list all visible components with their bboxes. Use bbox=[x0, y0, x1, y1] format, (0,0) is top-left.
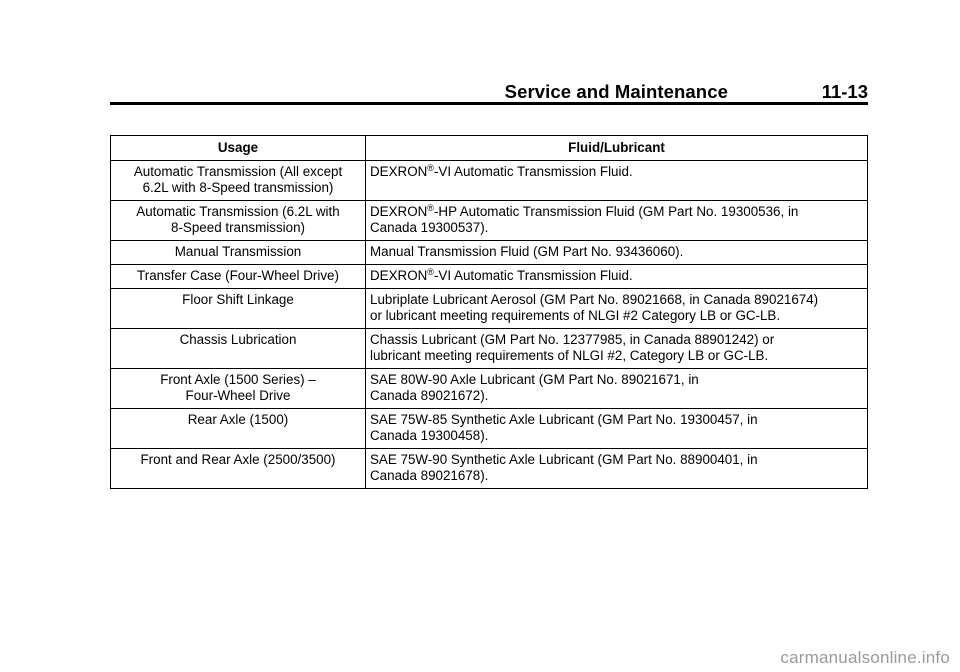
page-header bbox=[110, 78, 868, 102]
usage-text: 6.2L with 8-Speed transmission) bbox=[142, 180, 334, 195]
fluid-text: Manual Transmission Fluid (GM Part No. 93436060). bbox=[370, 244, 684, 259]
usage-cell bbox=[111, 241, 366, 265]
usage-cell bbox=[111, 409, 366, 449]
fluid-text: SAE 75W-85 Synthetic Axle Lubricant (GM Part No. 19300457, in bbox=[370, 412, 758, 427]
table-body bbox=[111, 161, 868, 489]
registered-mark: ® bbox=[427, 203, 434, 213]
fluid-cell bbox=[366, 241, 868, 265]
table-row bbox=[111, 161, 868, 201]
usage-text: Four-Wheel Drive bbox=[185, 388, 291, 403]
fluid-text: Canada 89021678). bbox=[370, 468, 489, 483]
usage-text: Chassis Lubrication bbox=[179, 332, 297, 347]
table-row bbox=[111, 241, 868, 265]
fluid-text: Canada 89021672). bbox=[370, 388, 489, 403]
usage-cell bbox=[111, 449, 366, 489]
usage-cell bbox=[111, 329, 366, 369]
fluid-cell bbox=[366, 369, 868, 409]
fluid-text: Lubriplate Lubricant Aerosol (GM Part No. 89021668, in Canada 89021674) bbox=[370, 292, 819, 307]
section-title: Service and Maintenance bbox=[504, 81, 728, 102]
fluid-text: Chassis Lubricant (GM Part No. 12377985, in Canada 88901242) or bbox=[370, 332, 775, 347]
fluid-cell bbox=[366, 409, 868, 449]
usage-text: Manual Transmission bbox=[174, 244, 302, 259]
usage-text: Transfer Case (Four-Wheel Drive) bbox=[137, 268, 339, 283]
usage-cell bbox=[111, 369, 366, 409]
usage-text: Automatic Transmission (6.2L with bbox=[136, 204, 340, 219]
registered-mark: ® bbox=[427, 163, 434, 173]
usage-text: Front Axle (1500 Series) – bbox=[160, 372, 316, 387]
fluid-cell bbox=[366, 289, 868, 329]
fluid-text: -VI Automatic Transmission Fluid. bbox=[433, 268, 633, 283]
fluid-brand: DEXRON bbox=[370, 204, 428, 219]
usage-text: Rear Axle (1500) bbox=[187, 412, 289, 427]
table-row bbox=[111, 265, 868, 289]
usage-cell bbox=[111, 265, 366, 289]
header-rule bbox=[110, 102, 868, 105]
table-row bbox=[111, 409, 868, 449]
usage-text: Front and Rear Axle (2500/3500) bbox=[140, 452, 336, 467]
fluid-cell bbox=[366, 161, 868, 201]
fluid-text: or lubricant meeting requirements of NLGI #2 Category LB or GC-LB. bbox=[370, 308, 781, 323]
registered-mark: ® bbox=[427, 267, 434, 277]
usage-text: 8-Speed transmission) bbox=[171, 220, 305, 235]
usage-text: Floor Shift Linkage bbox=[182, 292, 294, 307]
table-row bbox=[111, 369, 868, 409]
table-row bbox=[111, 449, 868, 489]
table-row bbox=[111, 329, 868, 369]
fluids-lubricants-table bbox=[110, 135, 868, 489]
table-row bbox=[111, 201, 868, 241]
page-number: 11-13 bbox=[821, 81, 868, 102]
fluid-text: Canada 19300537). bbox=[370, 220, 489, 235]
column-header-usage: Usage bbox=[111, 136, 366, 161]
usage-text: Automatic Transmission (All except bbox=[133, 164, 343, 179]
fluid-cell bbox=[366, 265, 868, 289]
watermark: carmanualsonline.info bbox=[780, 648, 950, 667]
column-header-fluid: Fluid/Lubricant bbox=[366, 136, 868, 161]
fluid-cell bbox=[366, 329, 868, 369]
fluid-cell bbox=[366, 201, 868, 241]
table-header-row bbox=[111, 136, 868, 161]
fluid-text: -HP Automatic Transmission Fluid (GM Part No. 19300536, in bbox=[433, 204, 799, 219]
fluid-text: lubricant meeting requirements of NLGI #2, Category LB or GC-LB. bbox=[370, 348, 769, 363]
fluid-brand: DEXRON bbox=[370, 268, 428, 283]
fluid-brand: DEXRON bbox=[370, 164, 428, 179]
fluid-text: -VI Automatic Transmission Fluid. bbox=[433, 164, 633, 179]
fluid-text: Canada 19300458). bbox=[370, 428, 489, 443]
table-row bbox=[111, 289, 868, 329]
fluid-text: SAE 75W-90 Synthetic Axle Lubricant (GM Part No. 88900401, in bbox=[370, 452, 758, 467]
fluid-cell bbox=[366, 449, 868, 489]
usage-cell bbox=[111, 161, 366, 201]
usage-cell bbox=[111, 289, 366, 329]
usage-cell bbox=[111, 201, 366, 241]
fluid-text: SAE 80W-90 Axle Lubricant (GM Part No. 89021671, in bbox=[370, 372, 699, 387]
